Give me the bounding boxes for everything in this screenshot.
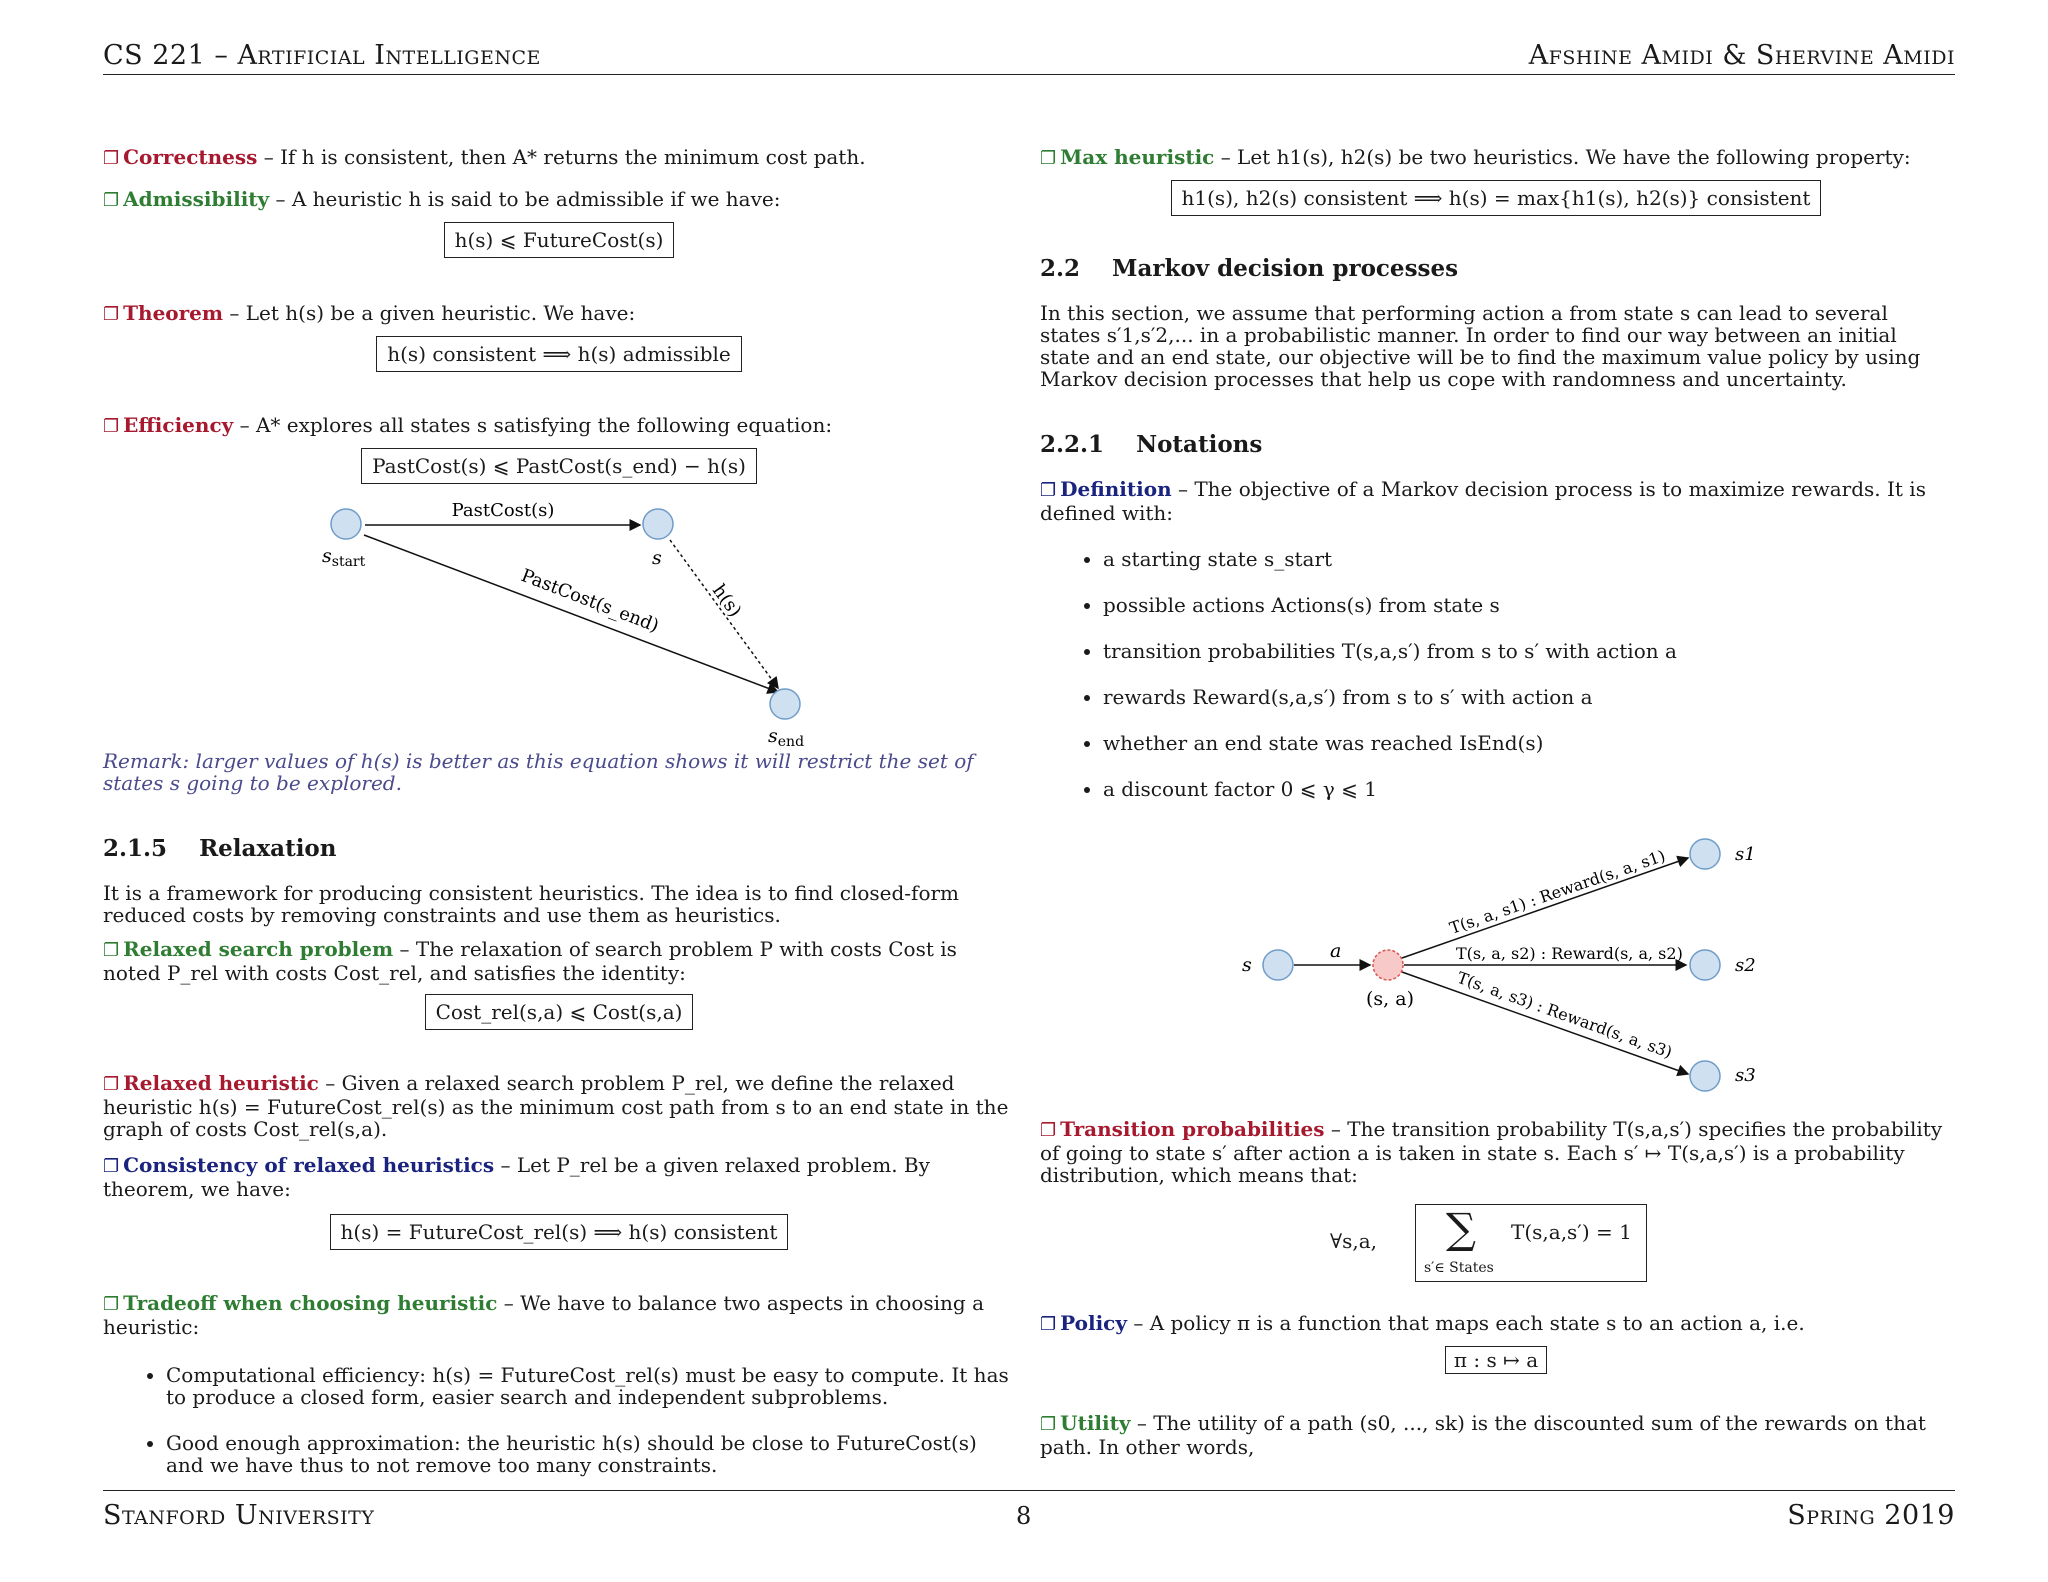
tradeoff-paragraph [103, 1292, 1015, 1338]
sum-term: T(s,a,s′) = 1 [1511, 1220, 1632, 1244]
max-heuristic-text: – Let h1(s), h2(s) be two heuristics. We have the following property: [1214, 145, 1911, 169]
correctness-paragraph [103, 146, 1015, 170]
list-item: • transition probabilities T(s,a,s′) from s to s′ with action a [1103, 640, 1952, 662]
relaxed-heuristic-text: – Given a relaxed search problem P_rel, we define the relaxed heuristic h(s) = FutureCost_rel(s) as the minimum cost path from s to an end state in the graph of costs Cost_rel(s,a). [103, 1071, 1009, 1141]
max-heuristic-formula: h1(s), h2(s) consistent ⟹ h(s) = max{h1(s), h2(s)} consistent [1171, 180, 1822, 216]
consistency-formula: h(s) = FutureCost_rel(s) ⟹ h(s) consistent [330, 1214, 789, 1250]
mdp-node-s [1263, 950, 1293, 980]
policy-paragraph [1040, 1312, 1952, 1336]
relaxed-search-paragraph [103, 938, 1015, 984]
list-item: • a starting state s_start [1103, 548, 1952, 570]
label-action: a [1330, 940, 1342, 962]
relaxation-section [103, 835, 1015, 1500]
transition-title: ❐ Transition probabilities [1040, 1117, 1325, 1141]
footer-rule [103, 1490, 1955, 1491]
mdp-intro: In this section, we assume that performing action a from state s can lead to several states s′1,s′2,... in a probabilistic manner. In order to find our way between an initial state and an end state, our objective will be to find the maximum value policy by using Markov decision processes that help us cope with randomness and uncertainty. [1040, 301, 1921, 391]
policy-title: ❐ Policy [1040, 1311, 1127, 1335]
transition-formula-row [1040, 1204, 1952, 1282]
definition-paragraph [1040, 478, 1952, 524]
utility-title: ❐ Utility [1040, 1411, 1131, 1435]
label-mdp-s: s [1242, 954, 1252, 976]
checkbox-icon: ❐ [1040, 480, 1057, 501]
list-item: • possible actions Actions(s) from state s [1103, 594, 1952, 616]
node-s3 [1690, 1061, 1720, 1091]
definition-text: – The objective of a Markov decision process is to maximize rewards. It is defined with: [1040, 477, 1926, 525]
relaxed-search-text: – The relaxation of search problem P with costs Cost is noted P_rel with costs Cost_rel, and satisfies the identity: [103, 937, 957, 985]
checkbox-icon: ❐ [1040, 148, 1057, 169]
edge-to-s3 [1402, 972, 1688, 1074]
edge-to-s1 [1402, 858, 1688, 958]
list-item: • Good enough approximation: the heuristic h(s) should be close to FutureCost(s) and we have thus to not remove too many constraints. [166, 1432, 1015, 1476]
consistency-title: ❐ Consistency of relaxed heuristics [103, 1153, 495, 1177]
tradeoff-list [103, 1364, 1015, 1476]
astar-diagram [300, 490, 840, 750]
label-h-s: h(s) [707, 580, 746, 622]
label-s2: s2 [1735, 955, 1756, 976]
remark-text: Remark: larger values of h(s) is better as this equation shows it will restrict the set of states s going to be explored. [103, 749, 974, 795]
utility-paragraph [1040, 1412, 1952, 1458]
checkbox-icon: ❐ [103, 940, 120, 961]
checkbox-icon: ❐ [103, 190, 120, 211]
theorem-paragraph [103, 302, 1015, 326]
relaxed-search-formula: Cost_rel(s,a) ⩽ Cost(s,a) [425, 994, 694, 1030]
list-item: • whether an end state was reached IsEnd(s) [1103, 732, 1952, 754]
checkbox-icon: ❐ [1040, 1314, 1057, 1335]
header-authors: Afshine Amidi & Shervine Amidi [1528, 40, 1955, 71]
notations-heading: 2.2.1 Notations [1040, 431, 1263, 458]
relaxation-heading: 2.1.5 Relaxation [103, 835, 337, 862]
footer-term: Spring 2019 [1787, 1500, 1955, 1531]
page-number: 8 [1016, 1502, 1032, 1530]
label-edge2: T(s, a, s2) : Reward(s, a, s2) [1456, 944, 1683, 963]
theorem-title: ❐ Theorem [103, 301, 224, 325]
checkbox-icon: ❐ [103, 1294, 120, 1315]
checkbox-icon: ❐ [103, 1156, 120, 1177]
label-chance: (s, a) [1366, 988, 1414, 1010]
correctness-title: ❐ Correctness [103, 145, 258, 169]
right-lower-section [1040, 1118, 1952, 1458]
header-rule [103, 74, 1955, 75]
label-node-end: $s_{end}$ [768, 725, 805, 750]
label-node-start: $s_{start}$ [322, 545, 366, 570]
efficiency-paragraph [103, 414, 1015, 438]
node-end [770, 689, 800, 719]
edge-start-to-end [364, 535, 778, 692]
relaxed-search-title: ❐ Relaxed search problem [103, 937, 394, 961]
policy-text: – A policy π is a function that maps each state s to an action a, i.e. [1126, 1311, 1805, 1335]
label-pastcost-s: PastCost(s) [451, 500, 555, 521]
theorem-formula: h(s) consistent ⟹ h(s) admissible [376, 336, 742, 372]
node-s [643, 509, 673, 539]
checkbox-icon: ❐ [103, 1074, 120, 1095]
theorem-text: – Let h(s) be a given heuristic. We have: [223, 301, 636, 325]
node-start [331, 509, 361, 539]
consistency-paragraph [103, 1154, 1015, 1200]
node-s2 [1690, 950, 1720, 980]
consistency-text: – Let P_rel be a given relaxed problem. By theorem, we have: [103, 1153, 930, 1201]
label-node-s: s [652, 547, 662, 569]
relaxation-intro: It is a framework for producing consistent heuristics. The idea is to find closed-form reduced costs by removing constraints and use them as heuristics. [103, 881, 960, 927]
policy-formula: π : s ↦ a [1445, 1346, 1547, 1374]
admissibility-title: ❐ Admissibility [103, 187, 270, 211]
list-item: • a discount factor 0 ⩽ γ ⩽ 1 [1103, 778, 1952, 800]
correctness-text: – If h is consistent, then A* returns the minimum cost path. [257, 145, 866, 169]
list-item: • rewards Reward(s,a,s′) from s to s′ with action a [1103, 686, 1952, 708]
max-heuristic-title: ❐ Max heuristic [1040, 145, 1215, 169]
mdp-heading: 2.2 Markov decision processes [1040, 255, 1459, 282]
sum-index: s′∈ States [1424, 1260, 1494, 1276]
efficiency-text: – A* explores all states s satisfying the following equation: [233, 413, 833, 437]
efficiency-formula: PastCost(s) ⩽ PastCost(s_end) − h(s) [361, 448, 757, 484]
footer-university: Stanford University [103, 1500, 375, 1531]
admissibility-formula: h(s) ⩽ FutureCost(s) [444, 222, 675, 258]
right-column [1040, 146, 1952, 824]
transition-formula [1415, 1204, 1647, 1282]
admissibility-paragraph [103, 188, 1015, 212]
label-pastcost-end: PastCost(s_end) [518, 565, 662, 637]
chance-node [1373, 950, 1403, 980]
checkbox-icon: ❐ [1040, 1120, 1057, 1141]
checkbox-icon: ❐ [103, 148, 120, 169]
efficiency-title: ❐ Efficiency [103, 413, 234, 437]
max-heuristic-paragraph [1040, 146, 1952, 170]
definition-title: ❐ Definition [1040, 477, 1172, 501]
header-course-title: CS 221 – Artificial Intelligence [103, 40, 541, 71]
checkbox-icon: ❐ [1040, 1414, 1057, 1435]
transition-text: – The transition probability T(s,a,s′) specifies the probability of going to state s′ after action a is taken in state s. Each s′ ↦ T(s,a,s′) is a probability distribution, which means that: [1040, 1117, 1943, 1187]
list-item: • Computational efficiency: h(s) = FutureCost_rel(s) must be easy to compute. It has to produce a closed form, easier search and independent subproblems. [166, 1364, 1015, 1408]
tradeoff-title: ❐ Tradeoff when choosing heuristic [103, 1291, 498, 1315]
mdp-diagram [1230, 830, 1770, 1100]
admissibility-text: – A heuristic h is said to be admissible if we have: [269, 187, 781, 211]
checkbox-icon: ❐ [103, 416, 120, 437]
checkbox-icon: ❐ [103, 304, 120, 325]
label-s1: s1 [1735, 844, 1756, 865]
sum-symbol: ∑ [1446, 1204, 1476, 1253]
relaxed-heuristic-paragraph [103, 1072, 1015, 1140]
tradeoff-text: – We have to balance two aspects in choosing a heuristic: [103, 1291, 984, 1339]
node-s1 [1690, 839, 1720, 869]
relaxed-heuristic-title: ❐ Relaxed heuristic [103, 1071, 319, 1095]
label-edge1: T(s, a, s1) : Reward(s, a, s1) [1447, 845, 1668, 938]
definition-list [1040, 548, 1952, 800]
left-column [103, 146, 1015, 484]
label-s3: s3 [1735, 1065, 1756, 1086]
utility-text: – The utility of a path (s0, ..., sk) is the discounted sum of the rewards on that path. In other words, [1040, 1411, 1926, 1459]
label-edge3: T(s, a, s3) : Reward(s, a, s3) [1454, 967, 1675, 1062]
transition-quantifier: ∀s,a, [1330, 1229, 1377, 1253]
transition-paragraph [1040, 1118, 1952, 1186]
